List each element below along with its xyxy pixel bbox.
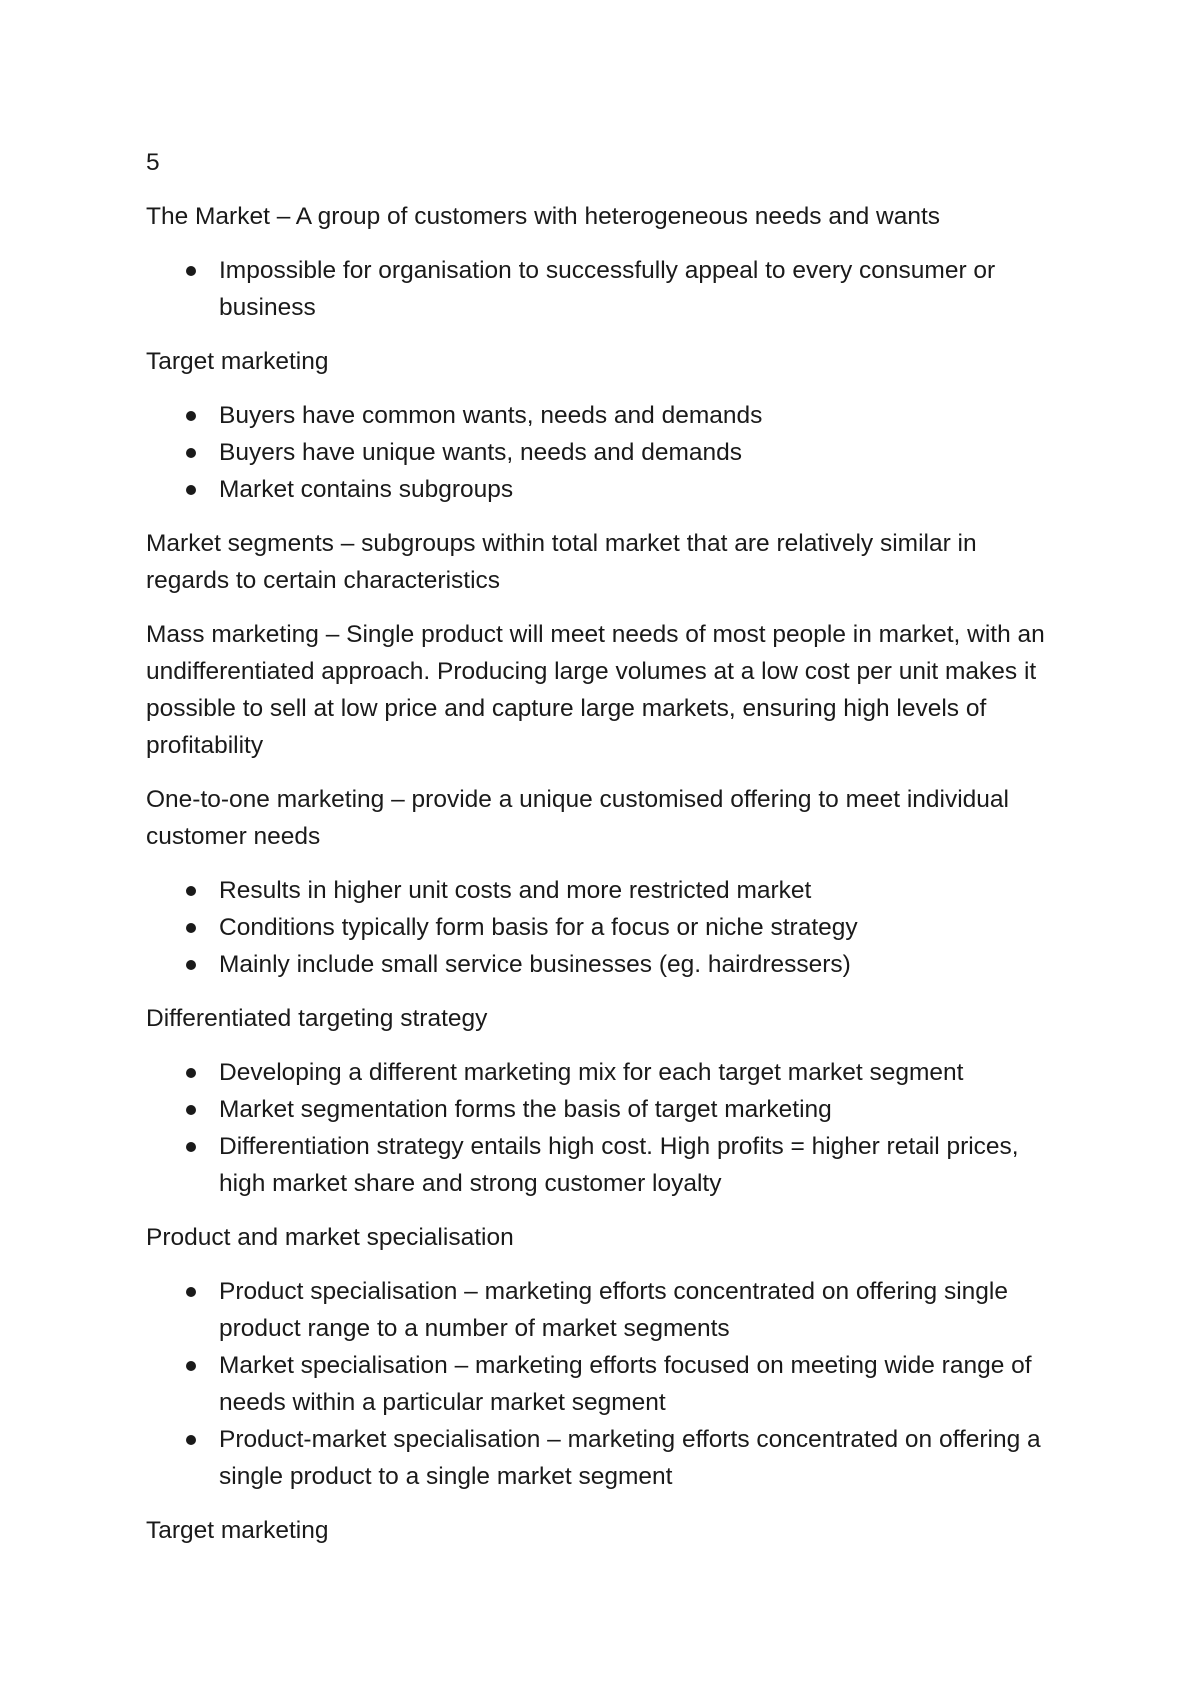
bullet-list xyxy=(146,1054,1066,1202)
list-item-text: Mainly include small service businesses (eg. hairdressers) xyxy=(219,951,851,978)
bullet-list xyxy=(146,1273,1066,1495)
list-item xyxy=(146,397,1066,434)
bullet-icon xyxy=(186,886,196,896)
list-item xyxy=(146,1347,1066,1421)
list-item-text: Impossible for organisation to successfully appeal to every consumer or business xyxy=(219,257,996,321)
bullet-list xyxy=(146,397,1066,508)
paragraph: The Market – A group of customers with heterogeneous needs and wants xyxy=(146,203,941,230)
list-item xyxy=(146,909,1066,946)
list-item-text: Market specialisation – marketing efforts focused on meeting wide range of needs within a particular market segment xyxy=(219,1352,1032,1416)
bullet-list xyxy=(146,872,1066,983)
list-item-text: Product-market specialisation – marketing efforts concentrated on offering a single product to a single market segment xyxy=(219,1426,1041,1490)
list-item xyxy=(146,252,1066,326)
list-item-text: Developing a different marketing mix for each target market segment xyxy=(219,1059,964,1086)
bullet-icon xyxy=(186,411,196,421)
paragraph: One-to-one marketing – provide a unique customised offering to meet individual customer needs xyxy=(146,786,1009,850)
bullet-icon xyxy=(186,960,196,970)
list-item xyxy=(146,946,1066,983)
paragraph: Differentiated targeting strategy xyxy=(146,1005,488,1032)
bullet-icon xyxy=(186,1287,196,1297)
paragraph: Market segments – subgroups within total market that are relatively similar in regards to certain characteristics xyxy=(146,530,977,594)
bullet-icon xyxy=(186,266,196,276)
list-item xyxy=(146,1273,1066,1347)
list-item-text: Buyers have unique wants, needs and demands xyxy=(219,439,743,466)
bullet-icon xyxy=(186,1068,196,1078)
page-content xyxy=(146,144,1066,1566)
list-item-text: Product specialisation – marketing efforts concentrated on offering single product range to a number of market segments xyxy=(219,1278,1009,1342)
paragraph: Target marketing xyxy=(146,1517,329,1544)
list-item-text: Buyers have common wants, needs and demands xyxy=(219,402,763,429)
list-item xyxy=(146,1128,1066,1202)
bullet-list xyxy=(146,252,1066,326)
page-number: 5 xyxy=(146,149,160,176)
bullet-icon xyxy=(186,448,196,458)
list-item xyxy=(146,434,1066,471)
list-item xyxy=(146,1054,1066,1091)
bullet-icon xyxy=(186,485,196,495)
list-item-text: Market contains subgroups xyxy=(219,476,514,503)
list-item-text: Differentiation strategy entails high cost. High profits = higher retail prices, high market share and strong customer loyalty xyxy=(219,1133,1019,1197)
list-item-text: Conditions typically form basis for a focus or niche strategy xyxy=(219,914,858,941)
bullet-icon xyxy=(186,1435,196,1445)
list-item xyxy=(146,1091,1066,1128)
bullet-icon xyxy=(186,923,196,933)
paragraph: Product and market specialisation xyxy=(146,1224,514,1251)
paragraph: Mass marketing – Single product will meet needs of most people in market, with an undifferentiated approach. Producing large volumes at a low cost per unit makes it possible to sell at low price and capture large markets, ensuring high levels of profitability xyxy=(146,621,1045,759)
bullet-icon xyxy=(186,1361,196,1371)
paragraph: Target marketing xyxy=(146,348,329,375)
list-item-text: Results in higher unit costs and more restricted market xyxy=(219,877,812,904)
bullet-icon xyxy=(186,1105,196,1115)
list-item xyxy=(146,471,1066,508)
list-item xyxy=(146,1421,1066,1495)
bullet-icon xyxy=(186,1142,196,1152)
list-item-text: Market segmentation forms the basis of target marketing xyxy=(219,1096,832,1123)
list-item xyxy=(146,872,1066,909)
